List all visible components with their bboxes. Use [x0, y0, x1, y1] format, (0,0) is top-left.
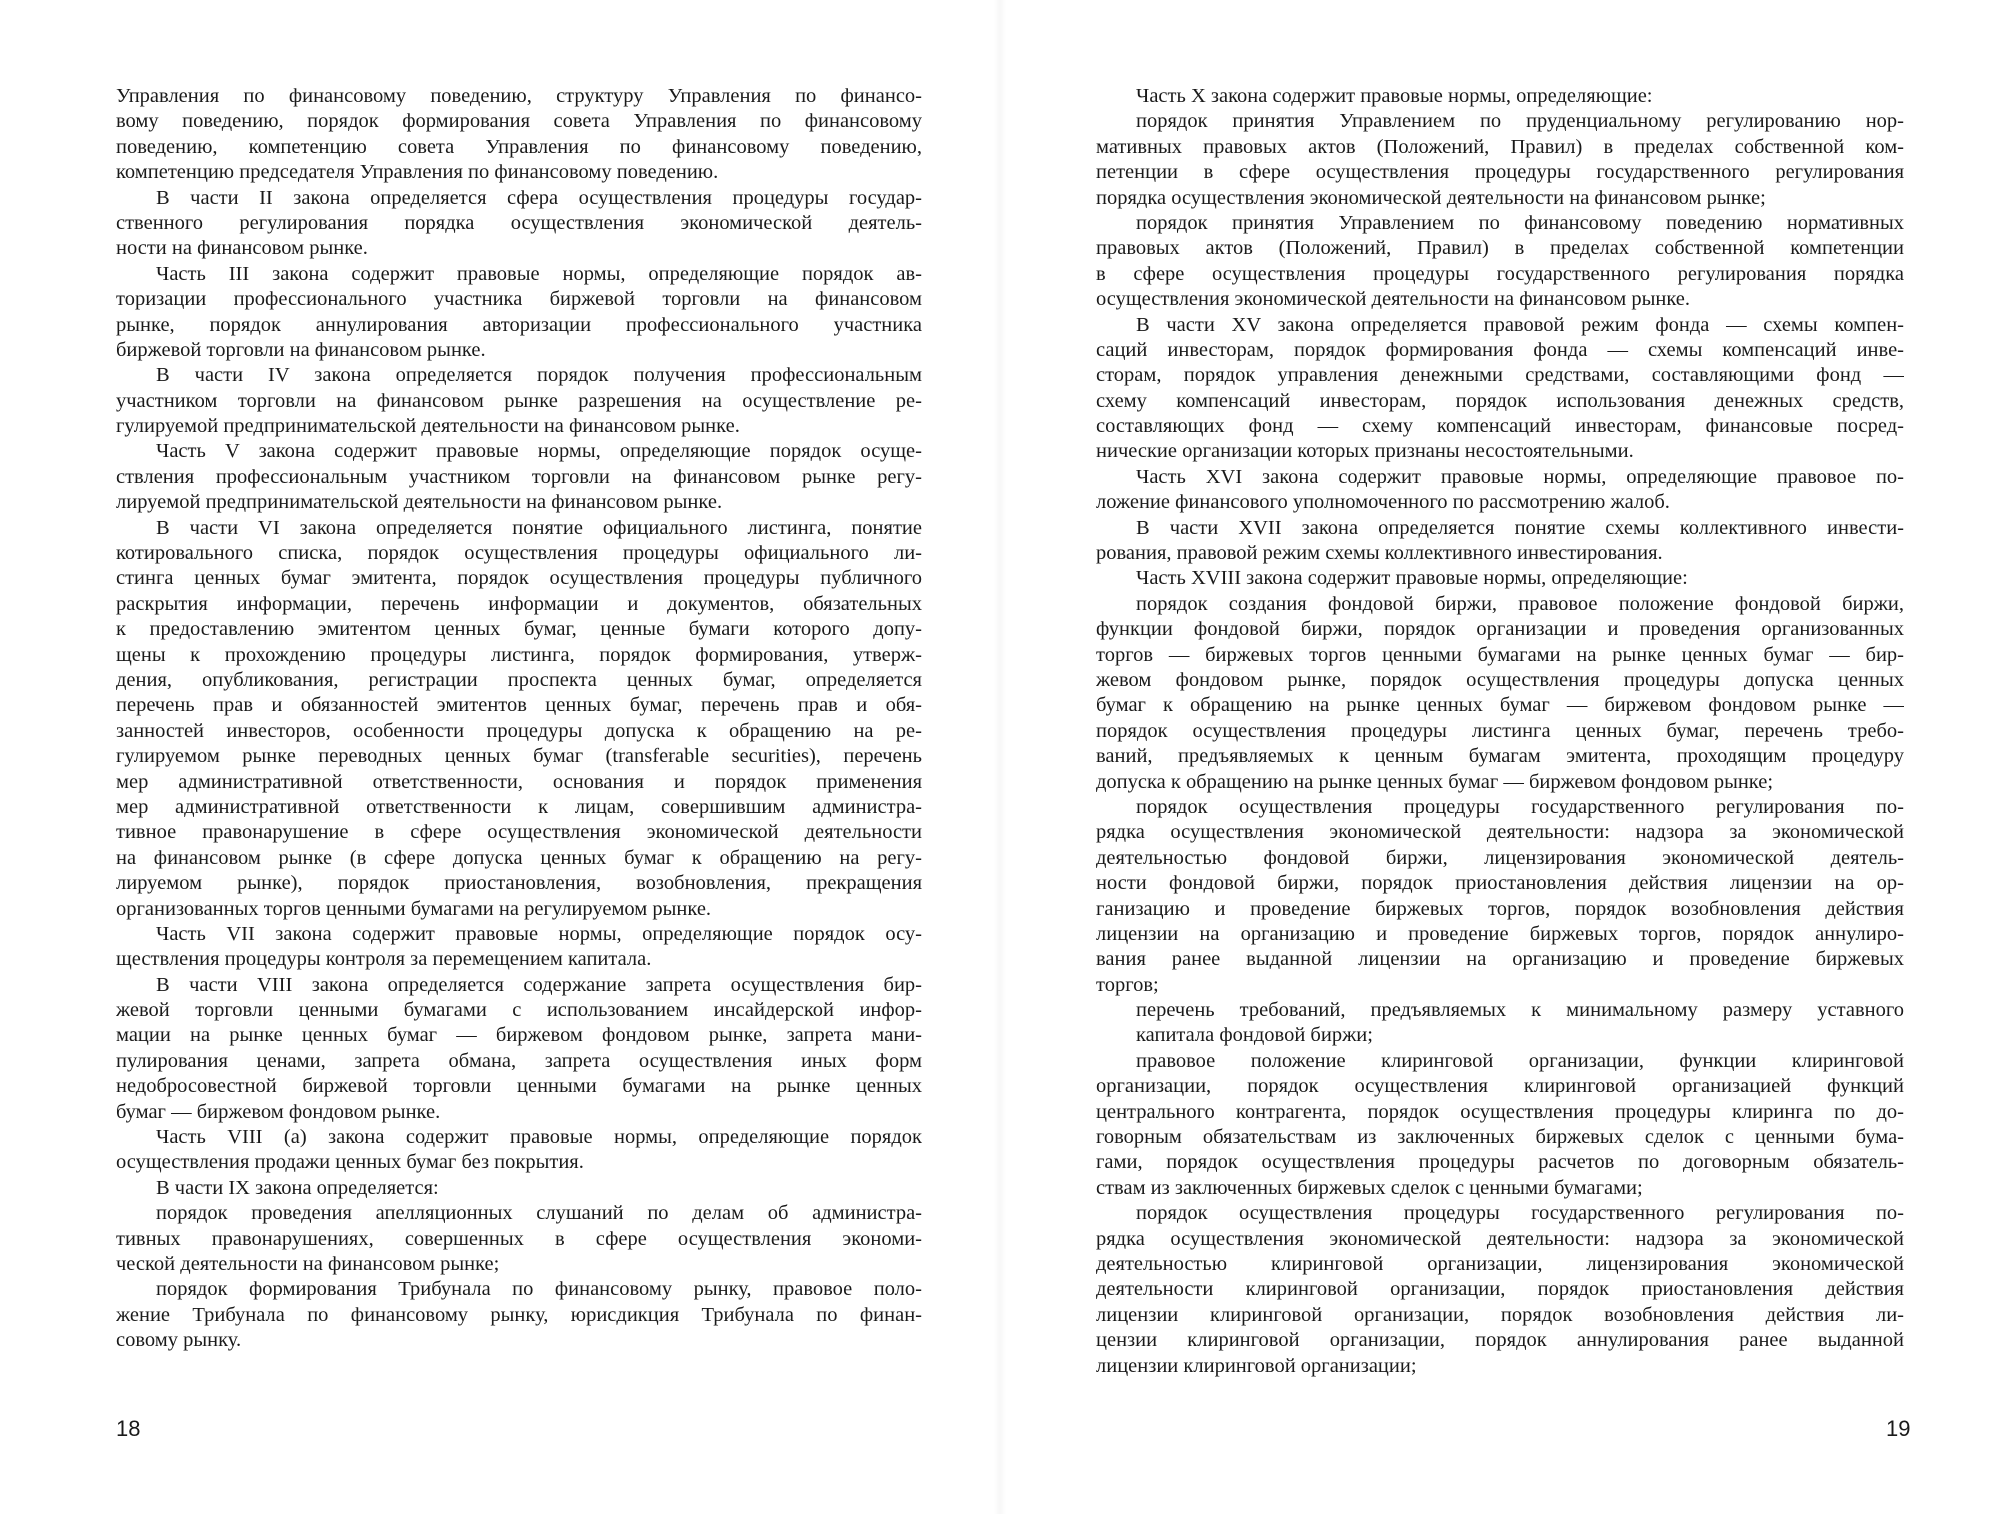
text-line: лицензии клиринговой организации, порядок возобновления действия ли- [1096, 1303, 1904, 1326]
text-line: торгов — биржевых торгов ценными бумагами на рынке ценных бумаг — бир- [1096, 643, 1904, 666]
text-line: компетенцию председателя Управления по финансовому поведению. [116, 161, 719, 184]
text-line: рядка осуществления экономической деятельности: надзора за экономической [1096, 1227, 1904, 1250]
text-line: деятельностью фондовой биржи, лицензирования экономической деятель- [1096, 846, 1904, 869]
text-line: Часть XVI закона содержит правовые нормы, определяющие правовое по- [1136, 465, 1904, 488]
text-line: к предоставлению эмитентом ценных бумаг, ценные бумаги которого допу- [116, 618, 922, 641]
text-line: лицензии клиринговой организации; [1096, 1354, 1417, 1377]
left-page-text [116, 84, 922, 1354]
text-line: гами, порядок осуществления процедуры расчетов по договорным обязатель- [1096, 1151, 1904, 1174]
text-line: мер административной ответственности, основания и порядок применения [116, 770, 922, 793]
text-line: гулируемом рынке переводных ценных бумаг (transferable securities), перечень [116, 745, 922, 768]
text-line: В части XVII закона определяется понятие схемы коллективного инвести- [1136, 516, 1904, 539]
text-line: Часть VIII (а) закона содержит правовые нормы, определяющие порядок [156, 1126, 922, 1149]
text-line: порядок принятия Управлением по пруденциальному регулированию нор- [1136, 110, 1904, 133]
text-line: вому поведению, порядок формирования совета Управления по финансовому [116, 110, 922, 133]
text-line: В части VIII закона определяется содержание запрета осуществления бир- [156, 973, 922, 996]
text-line: торгов; [1096, 973, 1159, 996]
text-line: мации на рынке ценных бумаг — биржевом фондовом рынке, запрета мани- [116, 1024, 922, 1047]
text-line: жевой торговли ценными бумагами с использованием инсайдерской инфор- [116, 999, 922, 1022]
text-line: ществления процедуры контроля за перемещением капитала. [116, 948, 652, 971]
text-line: порядок принятия Управлением по финансовому поведению нормативных [1136, 211, 1904, 234]
text-line: составляющих фонд — схему компенсаций инвесторам, финансовые посред- [1096, 415, 1904, 438]
text-line: ствления профессиональным участником торговли на финансовом рынке регу- [116, 465, 922, 488]
text-line: котировального списка, порядок осуществления процедуры официального ли- [116, 542, 922, 565]
text-line: ганизацию и проведение биржевых торгов, порядок возобновления действия [1096, 897, 1904, 920]
text-line: торизации профессионального участника биржевой торговли на финансовом [116, 288, 922, 311]
text-line: функции фондовой биржи, порядок организации и проведения организованных [1096, 618, 1904, 641]
text-line: бумаг — биржевом фондовом рынке. [116, 1100, 441, 1123]
text-line: ческой деятельности на финансовом рынке; [116, 1252, 500, 1275]
text-line: В части IX закона определяется: [156, 1176, 439, 1199]
text-line: тивное правонарушение в сфере осуществления экономической деятельности [116, 821, 922, 844]
right-page [1000, 0, 2000, 1514]
text-line: дения, опубликования, регистрации проспекта ценных бумаг, определяется [116, 668, 922, 691]
text-line: саций инвесторам, порядок формирования фонда — схемы компенсаций инве- [1096, 338, 1904, 361]
text-line: осуществления продажи ценных бумаг без покрытия. [116, 1151, 584, 1174]
text-line: ложение финансового уполномоченного по рассмотрению жалоб. [1096, 491, 1670, 514]
text-line: сторам, порядок управления денежными средствами, составляющими фонд — [1096, 364, 1904, 387]
text-line: порядка осуществления экономической деятельности на финансовом рынке; [1096, 186, 1766, 209]
text-line: Часть XVIII закона содержит правовые нормы, определяющие: [1136, 567, 1688, 590]
text-line: жение Трибунала по финансовому рынку, юрисдикция Трибунала по финан- [116, 1303, 922, 1326]
text-line: рядка осуществления экономической деятельности: надзора за экономической [1096, 821, 1904, 844]
text-line: рования, правовой режим схемы коллективного инвестирования. [1096, 542, 1663, 565]
text-line: деятельности клиринговой организации, порядок приостановления действия [1096, 1278, 1904, 1301]
text-line: ствам из заключенных биржевых сделок с ценными бумагами; [1096, 1176, 1643, 1199]
text-line: схему компенсаций инвесторам, порядок использования денежных средств, [1096, 389, 1904, 412]
text-line: порядок осуществления процедуры государственного регулирования по- [1136, 1202, 1904, 1225]
text-line: мер административной ответственности к лицам, совершившим администра- [116, 795, 922, 818]
text-line: порядок осуществления процедуры государственного регулирования по- [1136, 795, 1904, 818]
text-line: тивных правонарушениях, совершенных в сфере осуществления экономи- [116, 1227, 922, 1250]
text-line: жевом фондовом рынке, порядок осуществления процедуры допуска ценных [1096, 668, 1904, 691]
text-line: Управления по финансовому поведению, структуру Управления по финансо- [116, 85, 922, 107]
text-line: щены к прохождению процедуры листинга, порядок формирования, утверж- [116, 643, 922, 666]
text-line: вания ранее выданной лицензии на организацию и проведение биржевых [1096, 948, 1904, 971]
text-line: ственного регулирования порядка осуществления экономической деятель- [116, 211, 922, 234]
text-line: Часть III закона содержит правовые нормы, определяющие порядок ав- [156, 262, 922, 285]
right-page-text [1096, 84, 1904, 1379]
text-line: цензии клиринговой организации, порядок аннулирования ранее выданной [1096, 1329, 1904, 1352]
text-line: осуществления экономической деятельности на финансовом рынке. [1096, 288, 1691, 311]
text-line: петенции в сфере осуществления процедуры государственного регулирования [1096, 161, 1904, 184]
text-line: Часть V закона содержит правовые нормы, определяющие порядок осуще- [156, 440, 922, 463]
text-line: стинга ценных бумаг эмитента, порядок осуществления процедуры публичного [116, 567, 922, 590]
text-line: совому рынку. [116, 1329, 242, 1352]
text-line: порядок создания фондовой биржи, правовое положение фондовой биржи, [1136, 592, 1904, 615]
text-line: Часть X закона содержит правовые нормы, определяющие: [1136, 85, 1653, 107]
text-line: центрального контрагента, порядок осуществления процедуры клиринга по до- [1096, 1100, 1904, 1123]
text-line: порядок проведения апелляционных слушаний по делам об администра- [156, 1202, 922, 1225]
text-line: В части IV закона определяется порядок получения профессиональным [156, 364, 922, 387]
text-line: на финансовом рынке (в сфере допуска ценных бумаг к обращению на регу- [116, 846, 922, 869]
text-line: капитала фондовой биржи; [1136, 1024, 1373, 1047]
text-line: порядок формирования Трибунала по финансовому рынку, правовое поло- [156, 1278, 922, 1301]
text-line: бумаг к обращению на рынке ценных бумаг — биржевом фондовом рынке — [1096, 694, 1904, 717]
text-line: правовое положение клиринговой организации, функции клиринговой [1136, 1049, 1904, 1072]
text-line: говорным обязательствам из заключенных биржевых сделок с ценными бума- [1096, 1126, 1904, 1149]
text-line: допуска к обращению на рынке ценных бумаг — биржевом фондовом рынке; [1096, 770, 1774, 793]
text-line: организованных торгов ценными бумагами на регулируемом рынке. [116, 897, 712, 920]
text-line: деятельностью клиринговой организации, лицензирования экономической [1096, 1252, 1904, 1275]
text-line: лируемой предпринимательской деятельности на финансовом рынке. [116, 491, 723, 514]
text-line: перечень прав и обязанностей эмитентов ценных бумаг, перечень прав и обя- [116, 694, 922, 717]
text-line: ности на финансовом рынке. [116, 237, 368, 260]
left-page-number: 18 [116, 1416, 141, 1441]
text-line: В части VI закона определяется понятие официального листинга, понятие [156, 516, 922, 539]
text-line: В части II закона определяется сфера осуществления процедуры государ- [156, 186, 922, 209]
text-line: раскрытия информации, перечень информации и документов, обязательных [116, 592, 922, 615]
text-line: недобросовестной биржевой торговли ценными бумагами на рынке ценных [116, 1075, 922, 1098]
text-line: нические организации которых признаны несостоятельными. [1096, 440, 1634, 463]
text-line: биржевой торговли на финансовом рынке. [116, 338, 486, 361]
text-line: участником торговли на финансовом рынке разрешения на осуществление ре- [116, 389, 922, 412]
text-line: ваний, предъявляемых к ценным бумагам эмитента, проходящим процедуру [1096, 745, 1904, 768]
text-line: лицензии на организацию и проведение биржевых торгов, порядок аннулиро- [1096, 922, 1904, 945]
right-page-number: 19 [1886, 1416, 1911, 1441]
text-line: рынке, порядок аннулирования авторизации профессионального участника [116, 313, 922, 336]
text-line: поведению, компетенцию совета Управления по финансовому поведению, [116, 135, 922, 158]
text-line: организации, порядок осуществления клиринговой организацией функций [1096, 1075, 1904, 1098]
text-line: порядок осуществления процедуры листинга ценных бумаг, перечень требо- [1096, 719, 1904, 742]
text-line: ности фондовой биржи, порядок приостановления действия лицензии на ор- [1096, 872, 1904, 895]
text-line: гулируемой предпринимательской деятельности на финансовом рынке. [116, 415, 740, 438]
text-line: Часть VII закона содержит правовые нормы, определяющие порядок осу- [156, 922, 922, 945]
text-line: мативных правовых актов (Положений, Правил) в пределах собственной ком- [1096, 135, 1904, 158]
text-line: в сфере осуществления процедуры государственного регулирования порядка [1096, 262, 1904, 285]
text-line: перечень требований, предъявляемых к минимальному размеру уставного [1136, 999, 1904, 1022]
text-line: В части XV закона определяется правовой режим фонда — схемы компен- [1136, 313, 1904, 336]
text-line: занностей инвесторов, особенности процедуры допуска к обращению на ре- [116, 719, 922, 742]
text-line: лируемом рынке), порядок приостановления, возобновления, прекращения [116, 872, 922, 895]
text-line: правовых актов (Положений, Правил) в пределах собственной компетенции [1096, 237, 1904, 260]
text-line: пулирования ценами, запрета обмана, запрета осуществления иных форм [116, 1049, 922, 1072]
